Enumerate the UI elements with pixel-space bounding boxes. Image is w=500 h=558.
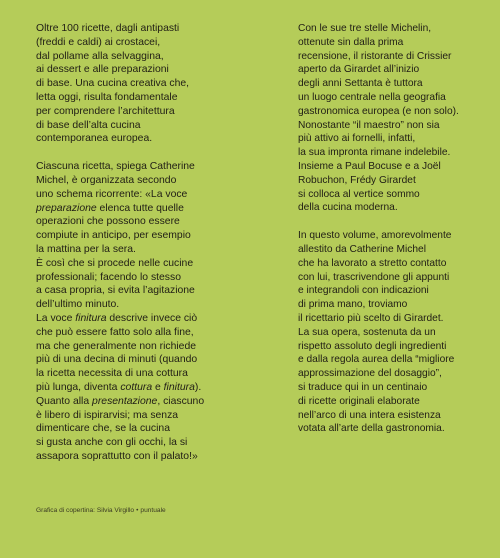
- volume-paragraph: [298, 229, 488, 436]
- text-line: e integrandoli con indicazioni: [298, 285, 429, 297]
- text-line: uno schema ricorrente: «La voce: [36, 188, 188, 200]
- italic-term: cottura: [120, 381, 153, 393]
- text-line: rispetto assoluto degli ingredienti: [298, 340, 447, 352]
- text-line: più di una decina di minuti (quando: [36, 354, 198, 366]
- cover-design-credit: [36, 506, 166, 515]
- text-line: la sua impronta rimane indelebile.: [298, 147, 451, 159]
- text-line: Robuchon, Frédy Girardet: [298, 174, 416, 186]
- text-line: di prima mano, troviamo: [298, 299, 408, 311]
- girardet-paragraph: [298, 22, 488, 215]
- text-line: In questo volume, amorevolmente: [298, 230, 452, 242]
- italic-term: finitura: [163, 381, 195, 393]
- text-line: a casa propria, si evita l’agitazione: [36, 285, 195, 297]
- text-line: che può essere fatto solo alla fine,: [36, 326, 194, 338]
- text-line: La sua opera, sostenuta da un: [298, 326, 436, 338]
- credit-text: Grafica di copertina: Silvia Virgillo: [36, 507, 135, 514]
- text-line: di base. Una cucina creativa che,: [36, 78, 190, 90]
- text-line: Oltre 100 ricette, dagli antipasti: [36, 23, 180, 34]
- text-line: assapora soprattutto con il palato!»: [36, 450, 198, 462]
- text-line: degli anni Settanta è tuttora: [298, 78, 423, 90]
- text-line: [36, 395, 236, 409]
- text-fragment: La voce: [36, 312, 76, 324]
- text-line: ottenute sin dalla prima: [298, 36, 404, 48]
- text-line: è libero di ispirarvisi; ma senza: [36, 409, 179, 421]
- text-line: approssimazione del dosaggio”,: [298, 368, 442, 380]
- text-line: [36, 312, 236, 326]
- text-line: si traduce qui in un centinaio: [298, 381, 428, 393]
- text-line: È così che si procede nelle cucine: [36, 257, 194, 269]
- text-line: Nonostante “il maestro” non sia: [298, 119, 440, 131]
- text-line: recensione, il ristorante di Crissier: [298, 50, 452, 62]
- text-line: professionali; facendo lo stesso: [36, 271, 181, 283]
- text-line: ma che generalmente non richiede: [36, 340, 196, 352]
- text-line: più attivo ai fornelli, infatti,: [298, 133, 416, 145]
- text-line: contemporanea europea.: [36, 133, 153, 145]
- text-line: Ciascuna ricetta, spiega Catherine: [36, 161, 195, 173]
- text-line: dell’ultimo minuto.: [36, 299, 120, 311]
- recipe-structure-paragraph: [36, 160, 236, 464]
- studio-name: puntuale: [140, 507, 166, 514]
- text-line: ai dessert e alle preparazioni: [36, 64, 169, 76]
- text-line: votata all’arte della gastronomia.: [298, 423, 445, 435]
- text-fragment: elenca tutte quelle: [96, 202, 184, 214]
- text-line: di ricette originali elaborate: [298, 395, 420, 407]
- text-line: Insieme a Paul Bocuse e a Joël: [298, 160, 441, 172]
- text-line: che ha lavorato a stretto contatto: [298, 257, 447, 269]
- text-line: e dalla regola aurea della “migliore: [298, 354, 455, 366]
- text-line: di base dell’alta cucina: [36, 119, 141, 131]
- text-fragment: , ciascuno: [157, 395, 205, 407]
- text-line: la mattina per la sera.: [36, 243, 136, 255]
- italic-term: presentazione: [92, 395, 158, 407]
- text-fragment: e: [152, 381, 164, 393]
- text-fragment: Quanto alla: [36, 395, 93, 407]
- left-text-column: [36, 22, 236, 478]
- text-line: letta oggi, risulta fondamentale: [36, 91, 178, 103]
- text-line: aperto da Girardet all’inizio: [298, 64, 420, 76]
- intro-paragraph: [36, 22, 236, 146]
- credit-separator: •: [136, 507, 139, 514]
- text-line: gastronomica europea (e non solo).: [298, 105, 459, 117]
- text-line: un luogo centrale nella geografia: [298, 91, 446, 103]
- text-line: della cucina moderna.: [298, 202, 398, 214]
- text-line: nell’arco di una intera esistenza: [298, 409, 441, 421]
- text-line: operazioni che possono essere: [36, 216, 180, 228]
- italic-term: finitura: [75, 312, 107, 324]
- italic-term: preparazione: [36, 202, 97, 214]
- text-line: dal pollame alla selvaggina,: [36, 50, 164, 62]
- text-line: dimenticare che, se la cucina: [36, 423, 170, 435]
- text-line: allestito da Catherine Michel: [298, 243, 426, 255]
- text-line: Michel, è organizzata secondo: [36, 174, 177, 186]
- text-line: [36, 202, 236, 216]
- text-line: si colloca al vertice sommo: [298, 188, 420, 200]
- text-line: per comprendere l’architettura: [36, 105, 175, 117]
- text-line: (freddi e caldi) ai crostacei,: [36, 36, 161, 48]
- text-line: la ricetta necessita di una cottura: [36, 368, 188, 380]
- right-text-column: [298, 22, 488, 450]
- text-line: [36, 381, 236, 395]
- text-line: Con le sue tre stelle Michelin,: [298, 23, 432, 34]
- text-line: si gusta anche con gli occhi, la si: [36, 437, 188, 449]
- text-line: compiute in anticipo, per esempio: [36, 230, 191, 242]
- text-line: il ricettario più scelto di Girardet.: [298, 312, 444, 324]
- text-fragment: ).: [194, 381, 202, 393]
- text-fragment: più lunga, diventa: [36, 381, 121, 393]
- text-line: con lui, trascrivendone gli appunti: [298, 271, 450, 283]
- text-fragment: descrive invece ciò: [106, 312, 198, 324]
